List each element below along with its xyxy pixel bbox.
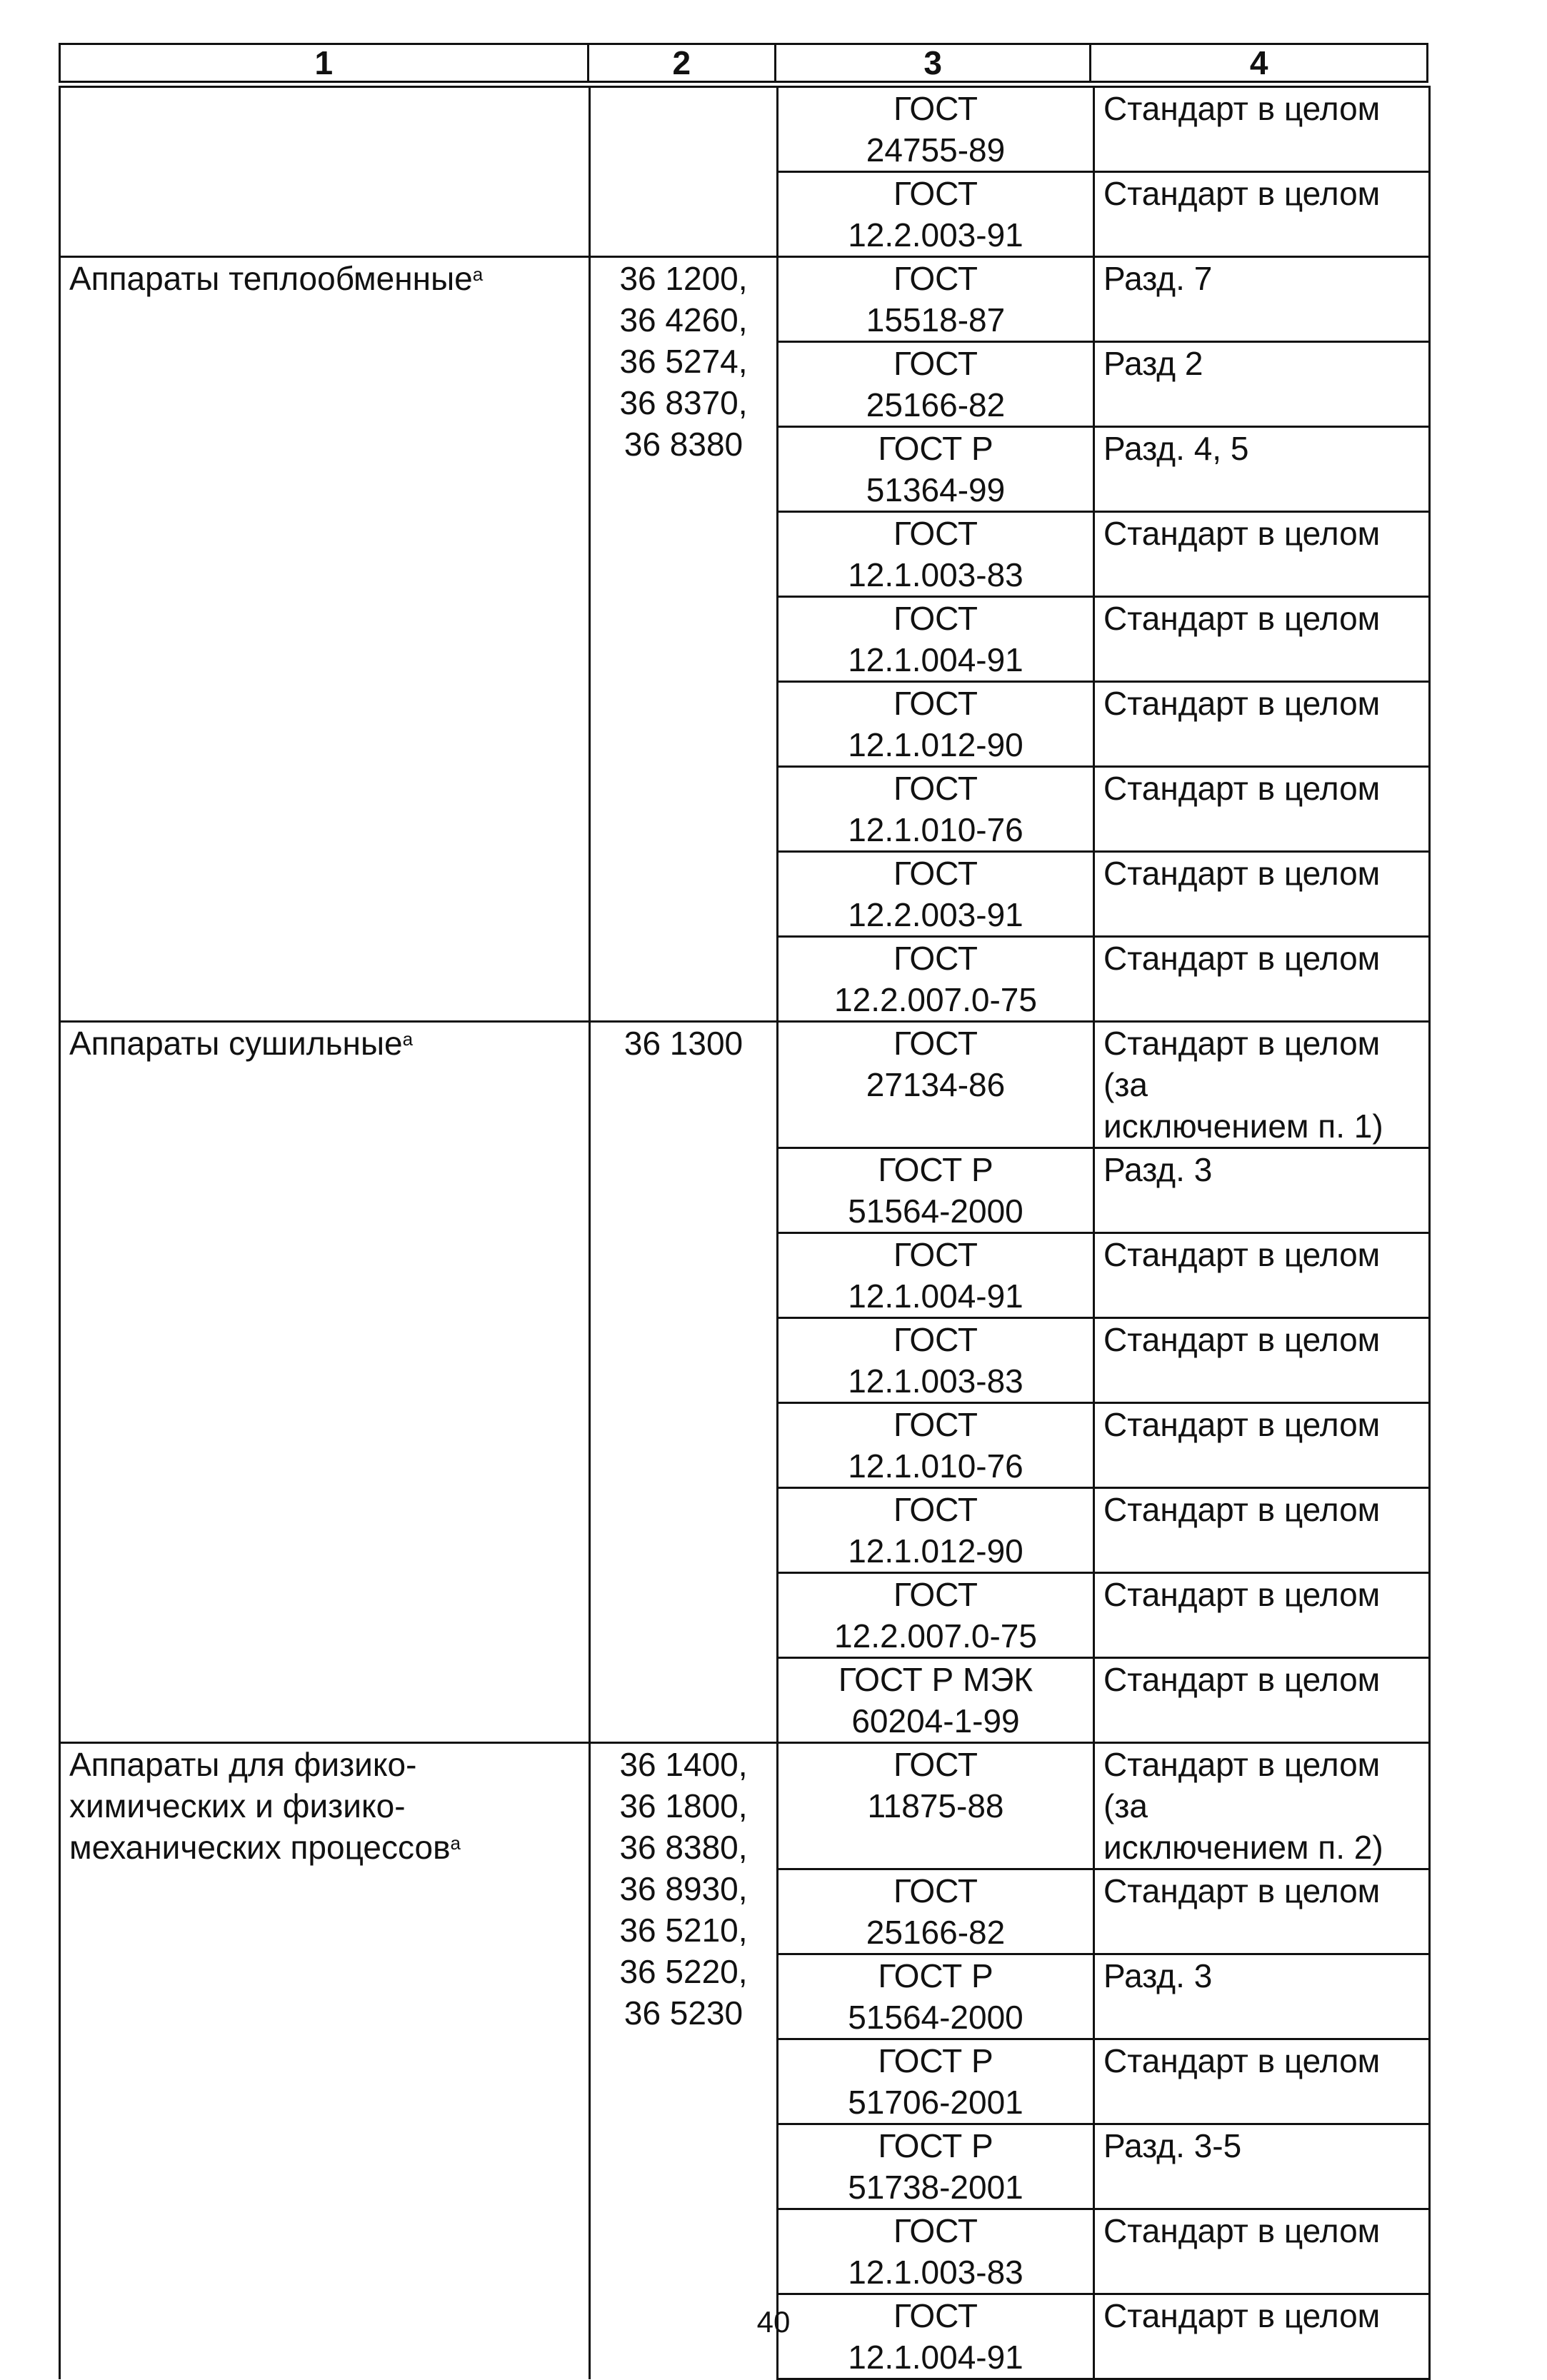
okp-code: 36 8370, [619, 384, 748, 421]
standard-line: ГОСТ [893, 515, 978, 552]
standard-line: 12.2.003-91 [848, 216, 1023, 253]
standard-scope [1094, 1148, 1430, 1233]
standard-line: ГОСТ [893, 1746, 978, 1783]
standard-designation [778, 1658, 1094, 1743]
standard-designation [778, 767, 1094, 852]
standard-scope [1094, 427, 1430, 512]
standard-designation [778, 257, 1094, 342]
footnote-mark: а [450, 1832, 461, 1854]
standard-line: 11875-88 [867, 1787, 1004, 1824]
standard-line: ГОСТ [893, 260, 978, 297]
standard-designation [778, 87, 1094, 172]
standard-line: ГОСТ [893, 1406, 978, 1443]
table-header [59, 43, 1428, 83]
standard-line: ГОСТ [893, 1491, 978, 1528]
standard-designation [778, 1488, 1094, 1573]
equipment-name-line: Аппараты для физико- [69, 1746, 417, 1783]
scope-line: Стандарт в целом [1103, 1661, 1381, 1698]
scope-line: Стандарт в целом [1103, 1321, 1381, 1358]
standard-line: 12.1.010-76 [848, 1447, 1023, 1485]
standard-line: 12.1.012-90 [848, 1532, 1023, 1570]
standard-scope [1094, 1233, 1430, 1318]
standard-line: ГОСТ [893, 175, 978, 212]
standard-line: 51364-99 [866, 471, 1006, 508]
standard-line: ГОСТ [893, 1576, 978, 1613]
standard-scope [1094, 342, 1430, 427]
standard-designation [778, 852, 1094, 937]
standard-line: ГОСТ [893, 1321, 978, 1358]
scope-line: Стандарт в целом [1103, 2212, 1381, 2249]
scope-line: Стандарт в целом [1103, 1872, 1381, 1909]
standard-line: ГОСТ [893, 770, 978, 807]
scope-line: Стандарт в целом [1103, 685, 1381, 722]
standard-scope [1094, 172, 1430, 257]
header-col-4: 4 [1249, 44, 1268, 81]
page-number: 40 [756, 2305, 791, 2339]
scope-line: Стандарт в целом [1103, 1576, 1381, 1613]
standard-designation [778, 512, 1094, 597]
standard-line: ГОСТ Р [878, 1151, 993, 1188]
standard-designation [778, 2039, 1094, 2124]
standard-scope [1094, 852, 1430, 937]
equipment-name [60, 1743, 590, 2379]
standard-line: ГОСТ [893, 940, 978, 977]
standard-line: ГОСТ [893, 2297, 978, 2334]
scope-line: Стандарт в целом [1103, 1236, 1381, 1273]
scope-line: исключением п. 1) [1103, 1108, 1383, 1145]
scope-line: Стандарт в целом [1103, 2042, 1381, 2079]
standard-scope [1094, 1743, 1430, 1869]
standard-line: 12.1.004-91 [848, 2339, 1023, 2376]
standard-scope [1094, 1403, 1430, 1488]
scope-line: Разд. 3 [1103, 1957, 1213, 1994]
standard-line: ГОСТ Р [878, 1957, 993, 1994]
standard-line: ГОСТ [893, 600, 978, 637]
scope-line: Стандарт в целом [1103, 600, 1381, 637]
okp-code: 36 1300 [624, 1025, 744, 1062]
standard-scope [1094, 2124, 1430, 2209]
standard-line: ГОСТ [893, 855, 978, 892]
okp-codes [590, 87, 778, 257]
okp-code: 36 5230 [624, 1994, 744, 2032]
table-row [60, 1743, 1430, 1869]
standard-designation [778, 1233, 1094, 1318]
scope-line: Стандарт в целом [1103, 1491, 1381, 1528]
standard-scope [1094, 257, 1430, 342]
standard-line: 12.2.007.0-75 [834, 1617, 1037, 1655]
standard-line: 12.1.004-91 [848, 641, 1023, 678]
standard-line: ГОСТ Р [878, 2127, 993, 2164]
standard-line: 12.1.003-83 [848, 1362, 1023, 1400]
standard-designation [778, 2209, 1094, 2294]
okp-codes [590, 1743, 778, 2379]
standard-line: ГОСТ [893, 685, 978, 722]
scope-line: Разд. 3 [1103, 1151, 1213, 1188]
scope-line: Стандарт в целом [1103, 90, 1381, 127]
standard-designation [778, 937, 1094, 1022]
standard-line: 12.1.010-76 [848, 811, 1023, 848]
scope-line: исключением п. 2) [1103, 1829, 1383, 1866]
equipment-name-line: химических и физико- [69, 1787, 406, 1824]
scope-line: Разд. 3-5 [1103, 2127, 1242, 2164]
standard-line: 60204-1-99 [851, 1702, 1020, 1739]
scope-line: Стандарт в целом (за [1103, 1025, 1381, 1103]
standard-scope [1094, 1954, 1430, 2039]
footnote-mark: а [402, 1028, 414, 1050]
scope-line: Стандарт в целом [1103, 1406, 1381, 1443]
standard-designation [778, 2124, 1094, 2209]
standard-designation [778, 1148, 1094, 1233]
standard-line: 25166-82 [866, 386, 1006, 423]
standard-designation [778, 1573, 1094, 1658]
standard-designation [778, 1403, 1094, 1488]
standard-designation [778, 172, 1094, 257]
okp-codes [590, 1022, 778, 1743]
standard-scope [1094, 2209, 1430, 2294]
standard-designation [778, 427, 1094, 512]
okp-codes [590, 257, 778, 1022]
standard-line: 12.1.003-83 [848, 2254, 1023, 2291]
scope-line: Стандарт в целом [1103, 515, 1381, 552]
standard-line: ГОСТ [893, 2212, 978, 2249]
header-col-2: 2 [589, 45, 776, 81]
header-col-1: 1 [61, 45, 589, 81]
standard-designation [778, 342, 1094, 427]
okp-code: 36 1800, [619, 1787, 748, 1824]
standard-line: 24755-89 [866, 131, 1006, 169]
header-col-3: 3 [776, 45, 1092, 81]
scope-line: Разд 2 [1103, 345, 1203, 382]
standard-scope [1094, 937, 1430, 1022]
okp-code: 36 8930, [619, 1870, 748, 1907]
standard-line: 51738-2001 [848, 2169, 1023, 2206]
standard-line: 12.2.003-91 [848, 896, 1023, 933]
scope-line: Стандарт в целом [1103, 940, 1381, 977]
standard-line: ГОСТ [893, 90, 978, 127]
equipment-name-line: Аппараты сушильные [69, 1025, 403, 1062]
standard-scope [1094, 1488, 1430, 1573]
standard-line: 12.1.004-91 [848, 1277, 1023, 1315]
standard-line: ГОСТ Р [878, 430, 993, 467]
equipment-name [60, 87, 590, 257]
standard-scope [1094, 1022, 1430, 1148]
standard-line: ГОСТ [893, 345, 978, 382]
okp-code: 36 8380 [624, 426, 744, 463]
footnote-mark: а [472, 263, 484, 285]
standard-scope [1094, 1573, 1430, 1658]
scope-line: Разд. 4, 5 [1103, 430, 1249, 467]
okp-code: 36 5220, [619, 1953, 748, 1990]
standard-line: ГОСТ [893, 1872, 978, 1909]
standard-line: ГОСТ Р [878, 2042, 993, 2079]
equipment-name-line: Аппараты теплообменные [69, 260, 473, 297]
standard-scope [1094, 2039, 1430, 2124]
standard-line: 12.1.012-90 [848, 726, 1023, 763]
scope-line: Стандарт в целом [1103, 770, 1381, 807]
standard-scope [1094, 1658, 1430, 1743]
standard-line: 51706-2001 [848, 2084, 1023, 2121]
standard-designation [778, 597, 1094, 682]
standard-line: ГОСТ Р МЭК [838, 1661, 1033, 1698]
standard-designation [778, 1954, 1094, 2039]
table-row [60, 87, 1430, 172]
standard-line: 51564-2000 [848, 1999, 1023, 2036]
standard-designation [778, 1869, 1094, 1954]
standard-line: 27134-86 [866, 1066, 1006, 1103]
scope-line: Стандарт в целом (за [1103, 1746, 1381, 1824]
standard-line: 12.2.007.0-75 [834, 981, 1037, 1018]
okp-code: 36 1400, [619, 1746, 748, 1783]
standards-table [59, 86, 1431, 2380]
scope-line: Стандарт в целом [1103, 175, 1381, 212]
okp-code: 36 5274, [619, 343, 748, 380]
standard-line: 15518-87 [866, 301, 1006, 338]
okp-code: 36 8380, [619, 1829, 748, 1866]
okp-code: 36 4260, [619, 301, 748, 338]
equipment-name [60, 257, 590, 1022]
okp-code: 36 5210, [619, 1912, 748, 1949]
standard-designation [778, 1022, 1094, 1148]
standard-line: 51564-2000 [848, 1192, 1023, 1230]
okp-code: 36 1200, [619, 260, 748, 297]
standard-line: ГОСТ [893, 1236, 978, 1273]
table-row [60, 257, 1430, 342]
standard-designation [778, 1743, 1094, 1869]
standard-scope [1094, 512, 1430, 597]
standard-scope [1094, 87, 1430, 172]
standard-line: 25166-82 [866, 1914, 1006, 1951]
standard-line: ГОСТ [893, 1025, 978, 1062]
equipment-name-line: механических процессов [69, 1829, 451, 1866]
standard-scope [1094, 597, 1430, 682]
standard-scope [1094, 1318, 1430, 1403]
standard-designation [778, 1318, 1094, 1403]
standard-scope [1094, 767, 1430, 852]
scope-line: Разд. 7 [1103, 260, 1213, 297]
standard-line: 12.1.003-83 [848, 556, 1023, 593]
table-row [60, 1022, 1430, 1148]
standard-scope [1094, 682, 1430, 767]
standard-scope [1094, 1869, 1430, 1954]
standard-designation [778, 682, 1094, 767]
equipment-name [60, 1022, 590, 1743]
scope-line: Стандарт в целом [1103, 855, 1381, 892]
scope-line: Стандарт в целом [1103, 2297, 1381, 2334]
